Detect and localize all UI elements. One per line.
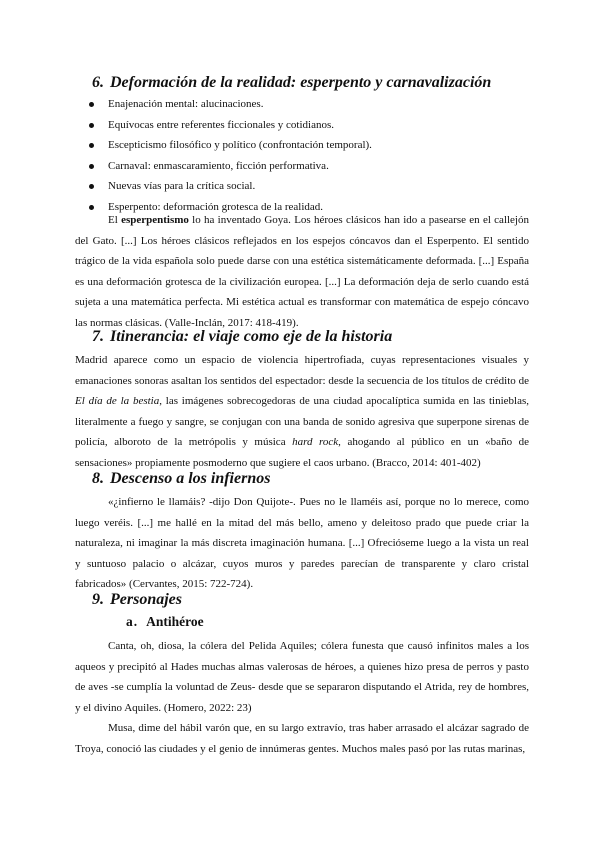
section-6-heading [92, 74, 491, 92]
subsection-a-heading [126, 614, 204, 630]
section-9-heading [92, 591, 182, 609]
section-9-number: 9. [92, 591, 104, 608]
section-8-number: 8. [92, 470, 104, 487]
bullet-icon [89, 184, 94, 189]
bracco-quote: Madrid aparece como un espacio de violencia hipertrofiada, cuyas representaciones visuales y emanaciones sonoras asaltan los sentidos del espectador: desde la secuencia de los títulos de crédito de El día de la bestia, las imágenes sobrecogedoras de una ciudad apocalíptica sumida en las tinieblas, literalmente a fuego y sangre, se conjugan con una banda de sonido agresiva que superpone sirenas de policía, alboroto de la metrópolis y música hard rock, ahogando al público en un «baño de sensaciones» propiamente posmoderno que sugiere el caos urbano. (Bracco, 2014: 401-402) [75, 354, 530, 469]
section-6-number: 6. [92, 74, 104, 91]
list-item: Esperpento: deformación grotesca de la realidad. [0, 199, 600, 220]
subsection-a-number: a. [126, 614, 139, 629]
list-item: Escepticismo filosófico y político (confrontación temporal). [0, 137, 600, 158]
list-item: Equívocas entre referentes ficcionales y cotidianos. [0, 117, 600, 138]
homer-odyssey-quote: Musa, dime del hábil varón que, en su largo extravío, tras haber arrasado el alcázar sagrado de Troya, conoció las ciudades y el genio de innúmeras gentes. Muchos males pasó por las rutas marinas, [75, 722, 529, 755]
list-item: Nuevas vías para la crítica social. [0, 178, 600, 199]
section-7-number: 7. [92, 328, 104, 345]
section-7-title: Itinerancia: el viaje como eje de la historia [110, 328, 393, 345]
music-genre: hard rock [292, 436, 339, 448]
bullet-icon [89, 143, 94, 148]
list-item: Enajenación mental: alucinaciones. [0, 96, 600, 117]
bullet-icon [89, 123, 94, 128]
section-8-heading [92, 470, 270, 488]
homer-iliad-quote: Canta, oh, diosa, la cólera del Pelida Aquiles; cólera funesta que causó infinitos males a los aqueos y precipitó al Hades muchas almas valerosas de héroes, a quienes hizo presa de perros y pasto de aves -se cumplía la voluntad de Zeus- desde que se separaron disputando el Atrida, rey de hombres, y el divino Aquiles. (Homero, 2022: 23) [75, 640, 529, 714]
valle-inclan-quote: El esperpentismo lo ha inventado Goya. Los héroes clásicos han ido a pasearse en el callejón del Gato. [...] Los héroes clásicos reflejados en los espejos cóncavos dan el Esperpento. El sentido trágico de la vida española solo puede darse con una estética sistemáticamente deformada. [...] España es una deformación grotesca de la civilización europea. [...] La deformación deja de serlo cuando está sujeta a una matemática perfecta. Mi estética actual es transformar con matemática de espejo cóncavo las normas clásicas. (Valle-Inclán, 2017: 418-419). [75, 214, 529, 329]
section-8-title: Descenso a los infiernos [110, 470, 271, 487]
section-6-title: Deformación de la realidad: esperpento y carnavalización [110, 74, 492, 91]
bullet-icon [89, 164, 94, 169]
film-title: El día de la bestia [75, 395, 160, 407]
section-6-bullet-list [0, 96, 600, 219]
bullet-icon [89, 205, 94, 210]
bullet-icon [89, 102, 94, 107]
emphasis-term: esperpentismo [121, 214, 189, 226]
cervantes-quote: «¿infierno le llamáis? -dijo Don Quijote-. Pues no le llaméis así, porque no lo merece, como luego veréis. [...] me hallé en la mitad del más bello, ameno y deleitoso prado que puede criar la naturaleza, ni imaginar la más discreta imaginación humana. [...] Ofrecióseme luego a la vista un real y suntuoso palacio o alcázar, cuyos muros y paredes parecían de transparente y claro cristal fabricados» (Cervantes, 2015: 722-724). [75, 496, 529, 590]
section-9-title: Personajes [110, 591, 182, 608]
list-item: Carnaval: enmascaramiento, ficción performativa. [0, 158, 600, 179]
section-7-heading [92, 328, 392, 346]
subsection-a-title: Antihéroe [146, 614, 204, 629]
